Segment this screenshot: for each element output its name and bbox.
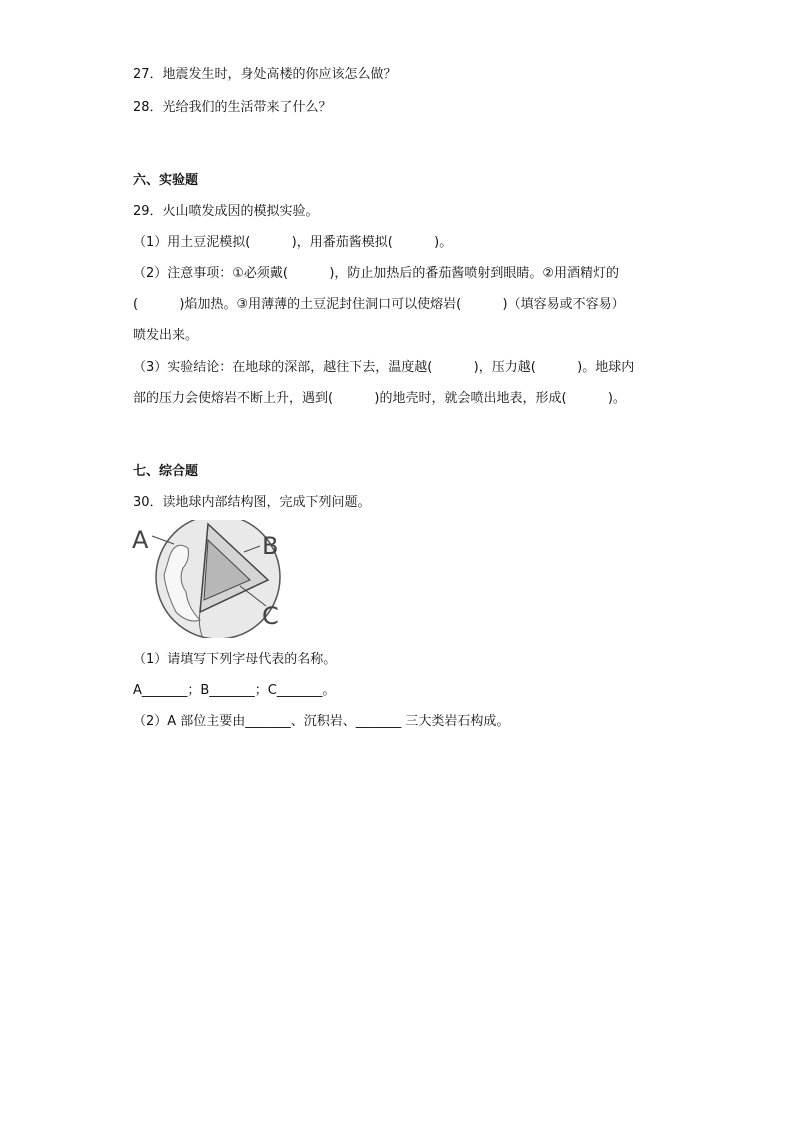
- question-29-part-3-line-2: 部的压力会使熔岩不断上升，遇到( )的地壳时，就会喷出地表，形成( )。: [133, 391, 626, 406]
- question-30-title: 30．读地球内部结构图，完成下列问题。: [133, 495, 371, 510]
- question-29-part-3-line-1: （3）实验结论：在地球的深部，越往下去，温度越( )，压力越( )。地球内: [133, 360, 635, 375]
- question-29-part-2-line-3: 喷发出来。: [133, 328, 199, 343]
- question-27: 27．地震发生时，身处高楼的你应该怎么做？: [133, 67, 397, 82]
- question-30-part-2: （2）A 部位主要由_______、沉积岩、_______ 三大类岩石构成。: [133, 714, 510, 729]
- question-30-part-1: （1）请填写下列字母代表的名称。: [133, 652, 337, 667]
- question-29-part-2-line-2: ( )焰加热。③用薄薄的土豆泥封住洞口可以使熔岩( )（填容易或不容易）: [133, 297, 625, 312]
- question-29-part-2-line-1: （2）注意事项：①必须戴( )，防止加热后的番茄酱喷射到眼睛。②用酒精灯的: [133, 266, 620, 281]
- diagram-label-c: C: [262, 602, 279, 630]
- question-30-part-1-answers: A_______；B_______；C_______。: [133, 683, 336, 698]
- question-28: 28．光给我们的生活带来了什么？: [133, 100, 332, 115]
- section-6-heading: 六、实验题: [133, 173, 199, 188]
- question-29-part-1: （1）用土豆泥模拟( )，用番茄酱模拟( )。: [133, 235, 453, 250]
- diagram-label-a: A: [132, 526, 149, 554]
- section-7-heading: 七、综合题: [133, 464, 199, 479]
- question-29-title: 29．火山喷发成因的模拟实验。: [133, 204, 319, 219]
- earth-structure-diagram: [128, 520, 294, 638]
- diagram-label-b: B: [262, 532, 279, 560]
